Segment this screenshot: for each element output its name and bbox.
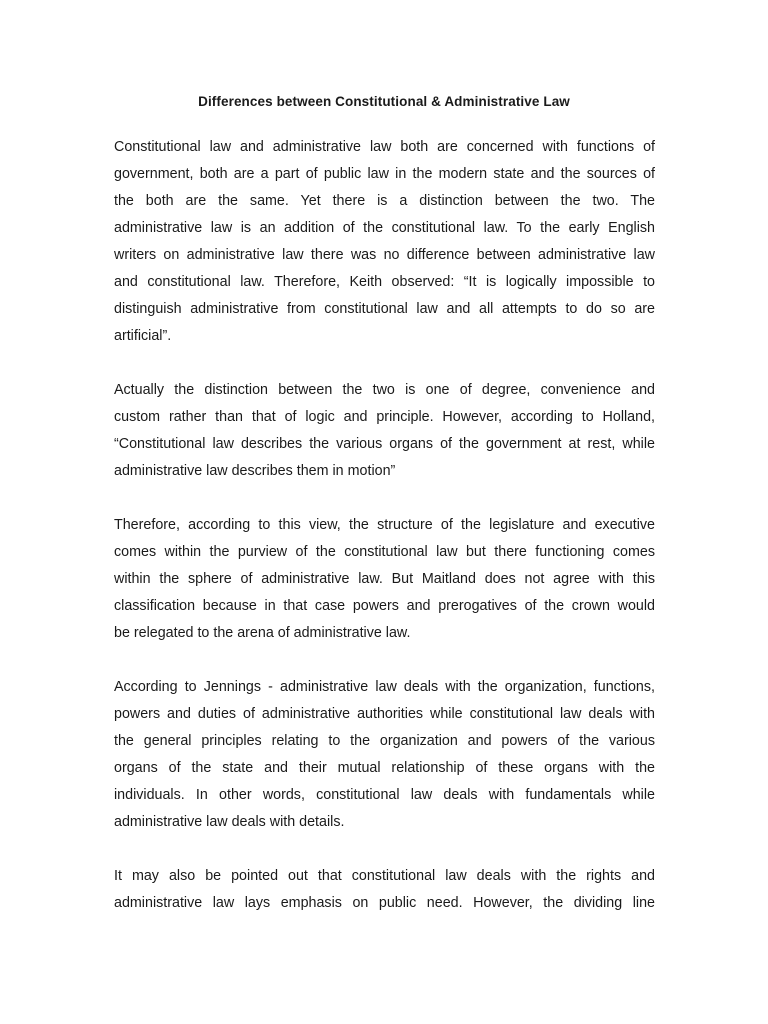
text-line: comes within the purview of the constitutional law but there functioning comes — [114, 544, 655, 560]
text-line: artificial”. — [114, 328, 172, 344]
text-line: Constitutional law and administrative law both are concerned with functions of — [114, 139, 655, 155]
paragraph — [114, 863, 655, 917]
paragraph — [114, 134, 655, 350]
document-title: Differences between Constitutional & Administrative Law — [198, 94, 570, 109]
paragraph — [114, 512, 655, 647]
text-line: administrative law deals with details. — [114, 814, 345, 830]
text-line: powers and duties of administrative authorities while constitutional law deals with — [114, 706, 655, 722]
text-line: Actually the distinction between the two is one of degree, convenience and — [114, 382, 655, 398]
text-line: classification because in that case powers and prerogatives of the crown would — [114, 598, 655, 614]
text-line: Therefore, according to this view, the structure of the legislature and executive — [114, 517, 655, 533]
text-line: individuals. In other words, constitutional law deals with fundamentals while — [114, 787, 655, 803]
paragraph — [114, 674, 655, 836]
text-line: be relegated to the arena of administrative law. — [114, 625, 411, 641]
text-line: government, both are a part of public law in the modern state and the sources of — [114, 166, 655, 182]
text-line: “Constitutional law describes the various organs of the government at rest, while — [114, 436, 655, 452]
text-line: within the sphere of administrative law. But Maitland does not agree with this — [114, 571, 655, 587]
text-line: and constitutional law. Therefore, Keith observed: “It is logically impossible to — [114, 274, 655, 290]
text-line: custom rather than that of logic and principle. However, according to Holland, — [114, 409, 655, 425]
document-body — [114, 134, 655, 944]
text-line: administrative law describes them in motion” — [114, 463, 396, 479]
text-line: According to Jennings - administrative law deals with the organization, functions, — [114, 679, 655, 695]
text-line: writers on administrative law there was no difference between administrative law — [114, 247, 655, 263]
text-line: the general principles relating to the organization and powers of the various — [114, 733, 655, 749]
text-line: distinguish administrative from constitutional law and all attempts to do so are — [114, 301, 655, 317]
paragraph — [114, 377, 655, 485]
text-line: It may also be pointed out that constitutional law deals with the rights and — [114, 868, 655, 884]
text-line: the both are the same. Yet there is a distinction between the two. The — [114, 193, 655, 209]
text-line: organs of the state and their mutual relationship of these organs with the — [114, 760, 655, 776]
text-line: administrative law is an addition of the constitutional law. To the early English — [114, 220, 655, 236]
text-line: administrative law lays emphasis on public need. However, the dividing line — [114, 895, 655, 911]
